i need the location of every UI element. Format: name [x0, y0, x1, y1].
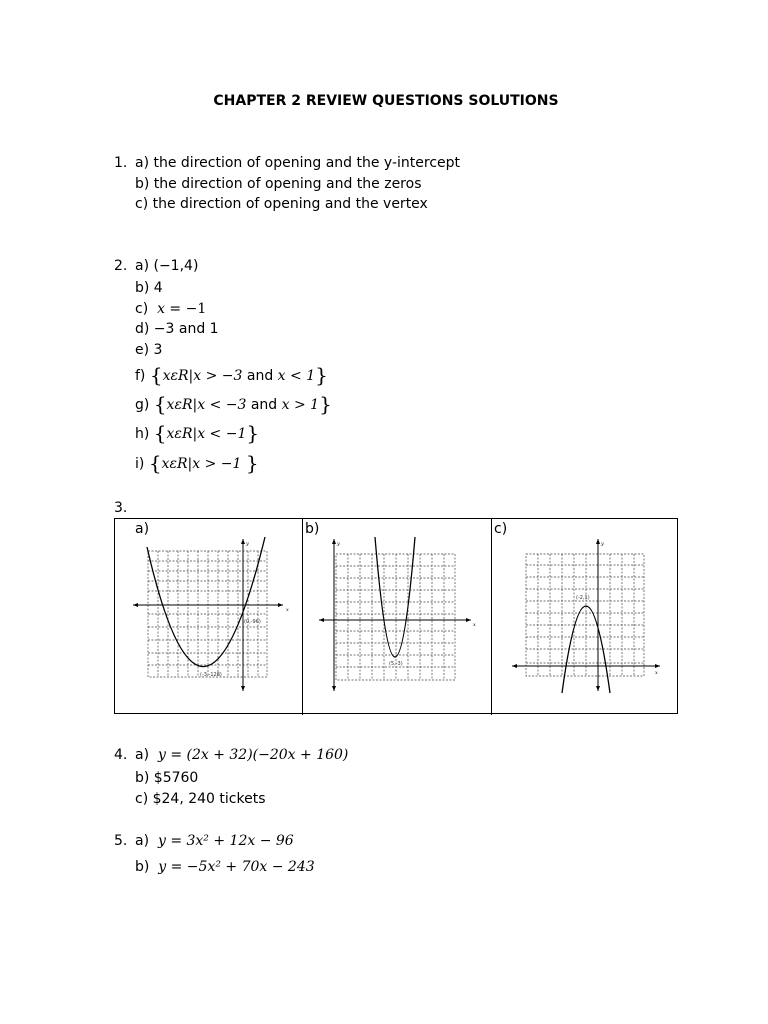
left-brace: { — [148, 451, 162, 475]
graph-b-label: b) — [305, 521, 320, 537]
left-brace: { — [149, 363, 163, 387]
q2-g-condition-2: x > 1 — [281, 397, 320, 413]
graph-b-x-label: x — [473, 622, 476, 628]
q5-b-equation: y = −5x² + 70x − 243 — [158, 859, 315, 875]
right-brace: } — [246, 421, 260, 445]
q2-f-and: and — [242, 368, 278, 384]
q1-answer-b: b) the direction of opening and the zeros — [135, 176, 422, 192]
q5-a-equation: y = 3x² + 12x − 96 — [157, 833, 294, 849]
question-2-number: 2. — [114, 258, 128, 274]
left-brace: { — [153, 392, 167, 416]
q5-answer-b — [135, 859, 315, 875]
graph-c-grid — [526, 554, 644, 676]
q2-h-set: xεR — [166, 426, 193, 442]
graph-a-vertex-label: (-3,-128) — [200, 672, 222, 678]
q5-b-label: b) — [135, 859, 150, 875]
q2-i-condition: x > −1 — [192, 456, 242, 472]
q2-g-label: g) — [135, 397, 150, 413]
q5-a-label: a) — [135, 833, 150, 849]
graph-a-point-label: (0,-96) — [244, 619, 261, 625]
q2-answer-c — [135, 301, 206, 317]
q4-a-equation: y = (2x + 32)(−20x + 160) — [157, 747, 349, 763]
q1-answer-c: c) the direction of opening and the vertex — [135, 196, 428, 212]
q4-answer-c: c) $24, 240 tickets — [135, 791, 266, 807]
right-brace: } — [315, 363, 328, 387]
q4-a-label: a) — [135, 747, 150, 763]
graph-cell-b — [302, 519, 491, 715]
q2-i-set: xεR — [161, 456, 188, 472]
left-brace: { — [153, 421, 167, 445]
graph-b-parabola — [375, 537, 415, 657]
q2-f-label: f) — [135, 368, 146, 384]
q4-answer-b: b) $5760 — [135, 770, 199, 786]
q5-answer-a — [135, 833, 294, 849]
q2-h-condition: x < −1 — [197, 426, 247, 442]
graph-b-vertex-label: (5,-3) — [389, 661, 403, 667]
q2-g-set: xεR — [166, 397, 193, 413]
q2-answer-d: d) −3 and 1 — [135, 321, 219, 337]
q2-f-set: xεR — [162, 368, 189, 384]
q1-answer-a: a) the direction of opening and the y-intercept — [135, 155, 461, 171]
right-brace: } — [245, 451, 259, 475]
graph-c-label: c) — [494, 521, 508, 537]
q2-c-label: c) — [135, 301, 149, 317]
graph-c-vertex-label: (-2,1) — [576, 595, 590, 601]
question-5-number: 5. — [114, 833, 128, 849]
graph-a-parabola — [147, 537, 265, 667]
q2-answer-i: i) {xεR|x > −1 } — [135, 451, 259, 475]
q2-g-condition-1: x < −3 — [197, 397, 247, 413]
graph-c-y-label: y — [601, 541, 604, 547]
question-3-number: 3. — [114, 500, 128, 516]
q2-f-condition-2: x < 1 — [277, 368, 316, 384]
graph-c — [492, 519, 680, 715]
graph-a — [115, 519, 302, 715]
graph-a-x-label: x — [286, 607, 289, 613]
graph-a-label: a) — [135, 521, 150, 537]
q2-g-and: and — [246, 397, 282, 413]
q2-c-variable: x — [157, 301, 165, 317]
q2-answer-h: h) {xεR|x < −1} — [135, 421, 260, 445]
q2-h-label: h) — [135, 426, 150, 442]
graph-c-x-label: x — [655, 670, 658, 676]
question-4-number: 4. — [114, 747, 128, 763]
q2-f-condition-1: x > −3 — [193, 368, 243, 384]
q2-answer-a: a) (−1,4) — [135, 258, 199, 274]
q2-answer-e: e) 3 — [135, 342, 163, 358]
q4-answer-a — [135, 747, 348, 763]
q2-answer-g: g) {xεR|x < −3 and x > 1} — [135, 392, 332, 416]
question-1-number: 1. — [114, 155, 128, 171]
right-brace: } — [319, 392, 332, 416]
graph-cell-c — [491, 519, 679, 715]
graph-b-y-label: y — [337, 541, 340, 547]
graph-cell-a — [115, 519, 302, 715]
q2-answer-f: f) {xεR|x > −3 and x < 1} — [135, 363, 328, 387]
q2-answer-b: b) 4 — [135, 280, 163, 296]
q2-c-value: = −1 — [164, 301, 207, 317]
q2-i-label: i) — [135, 456, 145, 472]
graph-b — [303, 519, 492, 715]
graph-table — [114, 518, 678, 714]
page-title: CHAPTER 2 REVIEW QUESTIONS SOLUTIONS — [213, 93, 559, 109]
graph-a-y-label: y — [246, 541, 249, 547]
